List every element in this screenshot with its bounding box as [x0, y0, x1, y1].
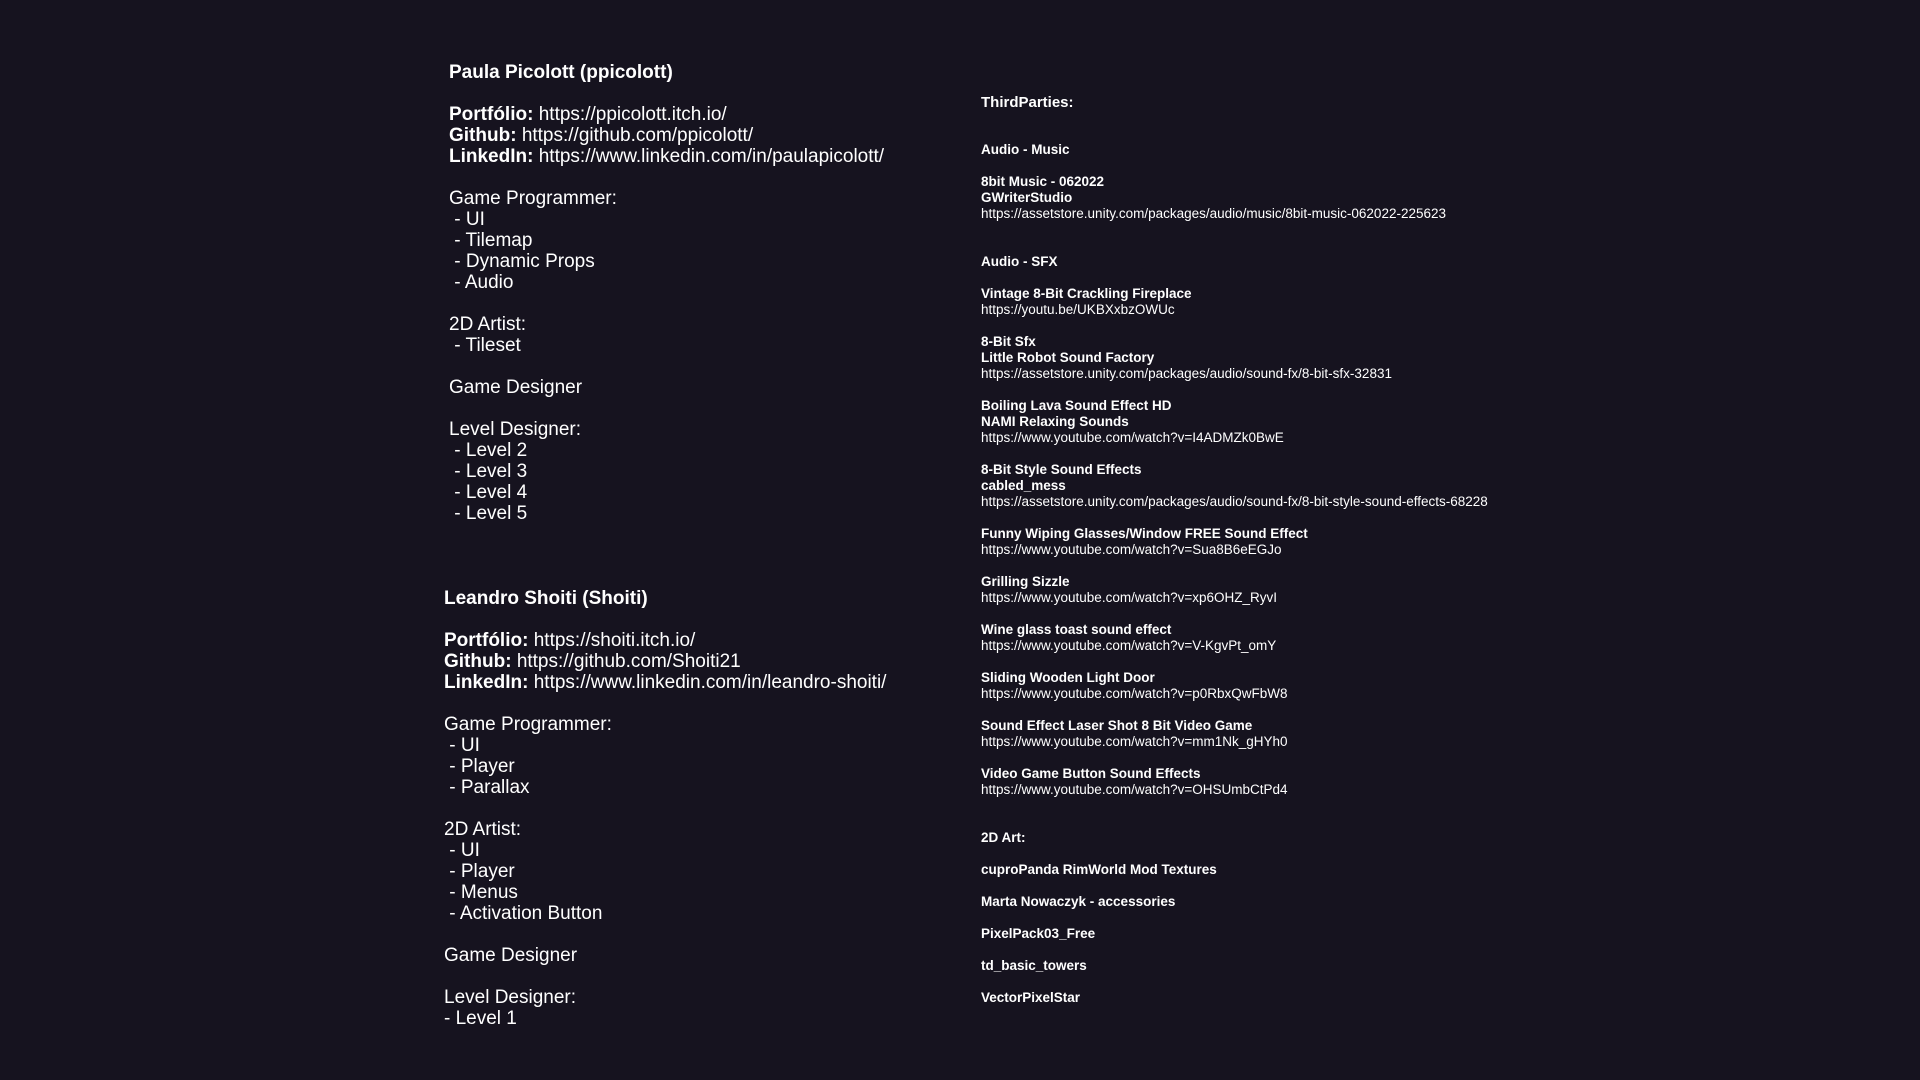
credit-entry: [981, 286, 1861, 318]
credit-entry: [981, 574, 1861, 606]
thirdparties-credits: [981, 94, 1861, 1038]
person-name: Paula Picolott (ppicolott): [449, 62, 673, 83]
credit-entry: [981, 958, 1861, 974]
credit-section: [981, 142, 1861, 222]
role-title: Level Designer:: [444, 987, 577, 1008]
asset-name: Sliding Wooden Light Door: [981, 670, 1155, 685]
role-item: - Activation Button: [444, 903, 603, 924]
linkedin-row: [444, 672, 944, 693]
credit-entry: [981, 174, 1861, 222]
role-block: [444, 987, 944, 1029]
role-block: [449, 188, 949, 293]
role-title: Game Programmer:: [444, 714, 612, 735]
asset-url[interactable]: https://www.youtube.com/watch?v=p0RbxQwFbW8: [981, 686, 1288, 701]
asset-url[interactable]: https://www.youtube.com/watch?v=mm1Nk_gHYh0: [981, 734, 1288, 749]
portfolio-label: Portfólio:: [449, 104, 534, 125]
credit-entry: [981, 894, 1861, 910]
credit-section: [981, 830, 1861, 1006]
asset-url[interactable]: https://assetstore.unity.com/packages/audio/sound-fx/8-bit-sfx-32831: [981, 366, 1392, 381]
role-item: - Audio: [449, 272, 514, 293]
asset-author: NAMI Relaxing Sounds: [981, 414, 1129, 429]
role-item: - UI: [444, 735, 480, 756]
asset-name: Marta Nowaczyk - accessories: [981, 894, 1176, 909]
role-item: - Player: [444, 756, 515, 777]
asset-name: Wine glass toast sound effect: [981, 622, 1172, 637]
role-item: - Player: [444, 861, 515, 882]
role-title: 2D Artist:: [449, 314, 527, 335]
asset-url[interactable]: https://assetstore.unity.com/packages/audio/sound-fx/8-bit-style-sound-effects-68228: [981, 494, 1488, 509]
credit-entry: [981, 334, 1861, 382]
credit-entry: [981, 718, 1861, 750]
role-item: - Level 5: [449, 503, 528, 524]
asset-name: 8-Bit Sfx: [981, 334, 1036, 349]
linkedin-link[interactable]: https://www.linkedin.com/in/leandro-shoiti/: [533, 672, 887, 693]
role-title: Game Programmer:: [449, 188, 617, 209]
github-row: [449, 125, 949, 146]
credit-entry: [981, 670, 1861, 702]
credit-entry: [981, 926, 1861, 942]
asset-name: Funny Wiping Glasses/Window FREE Sound Effect: [981, 526, 1308, 541]
asset-name: Grilling Sizzle: [981, 574, 1070, 589]
linkedin-label: LinkedIn:: [449, 146, 534, 167]
github-link[interactable]: https://github.com/Shoiti21: [516, 651, 741, 672]
role-item: - Level 4: [449, 482, 528, 503]
portfolio-row: [444, 630, 944, 651]
asset-url[interactable]: https://www.youtube.com/watch?v=OHSUmbCtPd4: [981, 782, 1288, 797]
role-item: - Menus: [444, 882, 518, 903]
asset-author: cabled_mess: [981, 478, 1066, 493]
person-name: Leandro Shoiti (Shoiti): [444, 588, 648, 609]
asset-url[interactable]: https://youtu.be/UKBXxbzOWUc: [981, 302, 1175, 317]
credit-leandro-shoiti: [444, 588, 944, 1050]
role-title: Level Designer:: [449, 419, 582, 440]
asset-author: Little Robot Sound Factory: [981, 350, 1155, 365]
credit-paula-picolott: [449, 62, 949, 545]
role-item: - UI: [444, 840, 480, 861]
role-block: [449, 314, 949, 356]
asset-name: PixelPack03_Free: [981, 926, 1096, 941]
credit-entry: [981, 862, 1861, 878]
portfolio-link[interactable]: https://ppicolott.itch.io/: [538, 104, 727, 125]
person-links: [444, 630, 944, 693]
credit-entry: [981, 462, 1861, 510]
role-block: [449, 419, 949, 524]
github-link[interactable]: https://github.com/ppicolott/: [521, 125, 754, 146]
asset-name: Vintage 8-Bit Crackling Fireplace: [981, 286, 1192, 301]
asset-url[interactable]: https://www.youtube.com/watch?v=xp6OHZ_RyvI: [981, 590, 1277, 605]
role-item: - Level 2: [449, 440, 528, 461]
thirdparties-title: ThirdParties:: [981, 94, 1074, 111]
credit-entry: [981, 622, 1861, 654]
role-block: [444, 714, 944, 798]
portfolio-row: [449, 104, 949, 125]
role-block: [449, 377, 949, 398]
credit-entry: [981, 526, 1861, 558]
role-item: - Level 3: [449, 461, 528, 482]
role-item: - Dynamic Props: [449, 251, 595, 272]
role-title: Game Designer: [444, 945, 578, 966]
credit-entry: [981, 398, 1861, 446]
asset-url[interactable]: https://www.youtube.com/watch?v=I4ADMZk0BwE: [981, 430, 1284, 445]
role-title: Game Designer: [449, 377, 583, 398]
role-item: - Level 1: [444, 1008, 517, 1029]
asset-author: GWriterStudio: [981, 190, 1073, 205]
asset-url[interactable]: https://assetstore.unity.com/packages/audio/music/8bit-music-062022-225623: [981, 206, 1446, 221]
github-row: [444, 651, 944, 672]
role-block: [444, 819, 944, 924]
asset-url[interactable]: https://www.youtube.com/watch?v=Sua8B6eEGJo: [981, 542, 1282, 557]
section-title: 2D Art:: [981, 830, 1026, 845]
asset-name: Boiling Lava Sound Effect HD: [981, 398, 1172, 413]
section-title: Audio - SFX: [981, 254, 1058, 269]
linkedin-label: LinkedIn:: [444, 672, 529, 693]
role-item: - UI: [449, 209, 485, 230]
asset-name: Video Game Button Sound Effects: [981, 766, 1201, 781]
asset-name: Sound Effect Laser Shot 8 Bit Video Game: [981, 718, 1253, 733]
linkedin-row: [449, 146, 949, 167]
portfolio-link[interactable]: https://shoiti.itch.io/: [533, 630, 696, 651]
credit-entry: [981, 990, 1861, 1006]
thirdparties-sections: [981, 142, 1861, 1006]
asset-name: cuproPanda RimWorld Mod Textures: [981, 862, 1217, 877]
asset-url[interactable]: https://www.youtube.com/watch?v=V-KgvPt_omY: [981, 638, 1277, 653]
person-links: [449, 104, 949, 167]
asset-name: VectorPixelStar: [981, 990, 1081, 1005]
credit-section: [981, 254, 1861, 798]
asset-name: 8-Bit Style Sound Effects: [981, 462, 1142, 477]
asset-name: 8bit Music - 062022: [981, 174, 1105, 189]
role-title: 2D Artist:: [444, 819, 522, 840]
linkedin-link[interactable]: https://www.linkedin.com/in/paulapicolott/: [538, 146, 885, 167]
github-label: Github:: [449, 125, 517, 146]
role-item: - Tileset: [449, 335, 521, 356]
role-item: - Parallax: [444, 777, 530, 798]
credit-entry: [981, 766, 1861, 798]
portfolio-label: Portfólio:: [444, 630, 529, 651]
github-label: Github:: [444, 651, 512, 672]
role-item: - Tilemap: [449, 230, 533, 251]
role-block: [444, 945, 944, 966]
asset-name: td_basic_towers: [981, 958, 1087, 973]
section-title: Audio - Music: [981, 142, 1070, 157]
